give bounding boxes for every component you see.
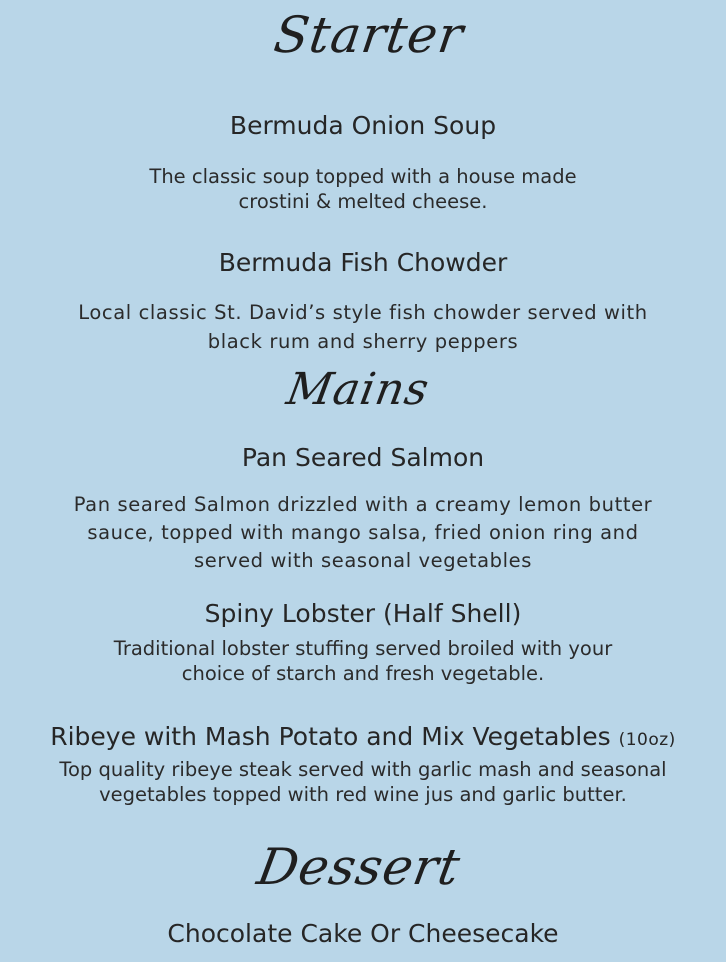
portion-size-note: (10oz) (618, 730, 676, 750)
menu-item-description: Top quality ribeye steak served with garlic mash and seasonal (59, 758, 667, 781)
menu-item-title: Ribeye with Mash Potato and Mix Vegetables (50, 722, 611, 751)
menu-item-description: sauce, topped with mango salsa, fried onion ring and (87, 521, 639, 544)
menu-item-description: Local classic St. David’s style fish chowder served with (78, 301, 648, 324)
menu-item-title: Spiny Lobster (Half Shell) (204, 599, 522, 628)
menu-item-description: served with seasonal vegetables (193, 549, 533, 572)
menu-item-description: The classic soup topped with a house made (149, 165, 577, 188)
menu-item-description: choice of starch and fresh vegetable. (181, 662, 545, 685)
menu-item-description: Traditional lobster stuffing served broiled with your (113, 637, 613, 660)
menu-item-title: Bermuda Onion Soup (229, 111, 497, 140)
menu-item-description: crostini & melted cheese. (238, 190, 488, 213)
section-heading-dessert: Dessert (253, 838, 465, 896)
menu-item-description: Pan seared Salmon drizzled with a creamy lemon butter (73, 493, 653, 516)
menu-item-description: vegetables topped with red wine jus and garlic butter. (99, 783, 627, 806)
menu-item-title: Bermuda Fish Chowder (218, 248, 508, 277)
menu-item-description: black rum and sherry peppers (207, 330, 519, 353)
menu-item-title: Chocolate Cake Or Cheesecake (167, 919, 559, 948)
section-heading-starter: Starter (270, 6, 468, 64)
section-heading-mains: Mains (282, 364, 434, 415)
menu-item-title: Pan Seared Salmon (241, 443, 485, 472)
menu-item-title-row (0, 722, 726, 755)
